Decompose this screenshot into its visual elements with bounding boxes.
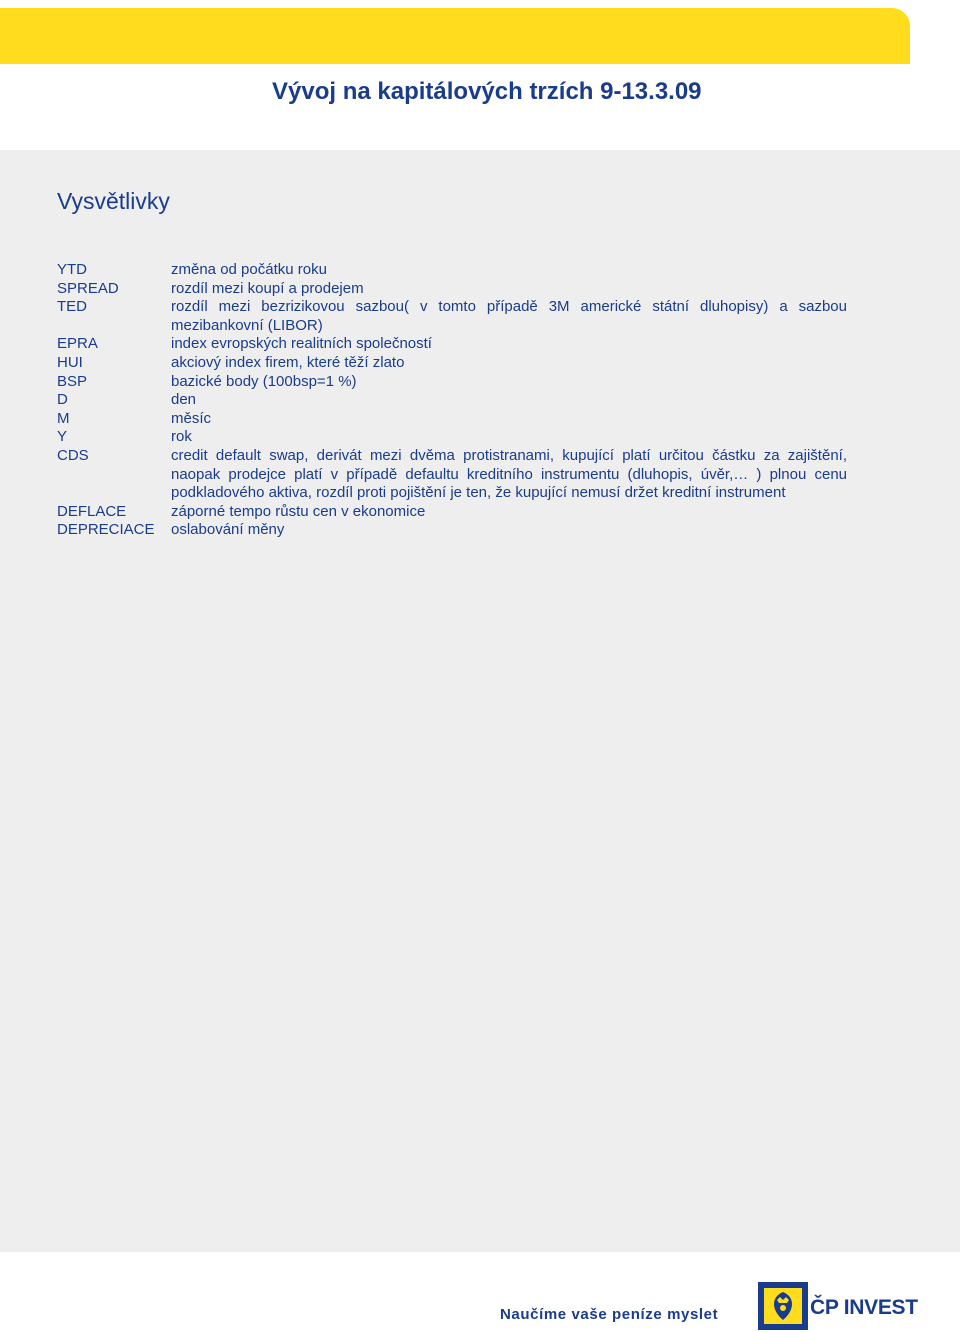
logo-inner — [764, 1288, 802, 1324]
lion-emblem-icon — [764, 1288, 802, 1324]
glossary-term: D — [57, 391, 68, 409]
glossary-definition: rok — [171, 428, 192, 446]
glossary-row-m — [57, 410, 847, 429]
glossary-term: TED — [57, 298, 87, 316]
glossary-definition: bazické body (100bsp=1 %) — [171, 372, 357, 390]
glossary-row-bsp — [57, 373, 847, 392]
glossary-definition: rozdíl mezi bezrizikovou sazbou( v tomto případě 3M americké státní dluhopisy) a sazbou mezibankovní (LIBOR) — [171, 298, 847, 334]
glossary-row-ted — [57, 298, 847, 335]
glossary-row-deflace — [57, 503, 847, 522]
cp-lion-emblem-icon — [758, 1282, 808, 1330]
glossary-row-d — [57, 391, 847, 410]
glossary-definition: záporné tempo růstu cen v ekonomice — [171, 502, 426, 520]
glossary-row-depreciace — [57, 521, 847, 540]
glossary-term: CDS — [57, 446, 89, 464]
glossary-term: HUI — [57, 353, 83, 371]
glossary-row-cds — [57, 447, 847, 503]
glossary-row-y — [57, 428, 847, 447]
header-yellow-bar — [0, 8, 910, 64]
brand-name: ČP INVEST — [810, 1296, 918, 1319]
section-heading: Vysvětlivky — [57, 188, 170, 214]
footer-slogan: Naučíme vaše peníze myslet — [500, 1306, 719, 1323]
glossary-term: YTD — [57, 261, 87, 278]
glossary-term: Y — [57, 428, 68, 446]
glossary-row-hui — [57, 354, 847, 373]
glossary-row-epra — [57, 335, 847, 354]
glossary-definition: změna od počátku roku — [171, 261, 327, 278]
glossary-row-ytd — [57, 261, 847, 280]
glossary-definition: oslabování měny — [171, 521, 285, 539]
glossary-definition: index evropských realitních společností — [171, 335, 432, 353]
glossary-term: M — [57, 409, 70, 427]
glossary-term: EPRA — [57, 335, 98, 353]
glossary-term: SPREAD — [57, 279, 119, 297]
glossary-definition: den — [171, 391, 197, 409]
page-title: Vývoj na kapitálových trzích 9-13.3.09 — [272, 78, 702, 105]
glossary-row-spread — [57, 280, 847, 299]
glossary-definition: měsíc — [171, 409, 212, 427]
glossary-term: BSP — [57, 372, 88, 390]
glossary-definition: rozdíl mezi koupí a prodejem — [171, 279, 364, 297]
glossary-list — [57, 261, 847, 540]
footer-band — [0, 1252, 960, 1332]
glossary-term: DEFLACE — [57, 502, 127, 520]
glossary-term: DEPRECIACE — [57, 521, 155, 539]
glossary-definition: akciový index firem, které těží zlato — [171, 353, 405, 371]
glossary-definition: credit default swap, derivát mezi dvěma protistranami, kupující platí určitou částku za zajištění, naopak prodejce platí v případě defaultu kreditního instrumentu (dluhopis, úvěr,… ) plnou cenu podkladového aktiva, rozdíl proti pojištění je ten, že kupující nemusí držet kreditní instrument — [171, 446, 847, 502]
